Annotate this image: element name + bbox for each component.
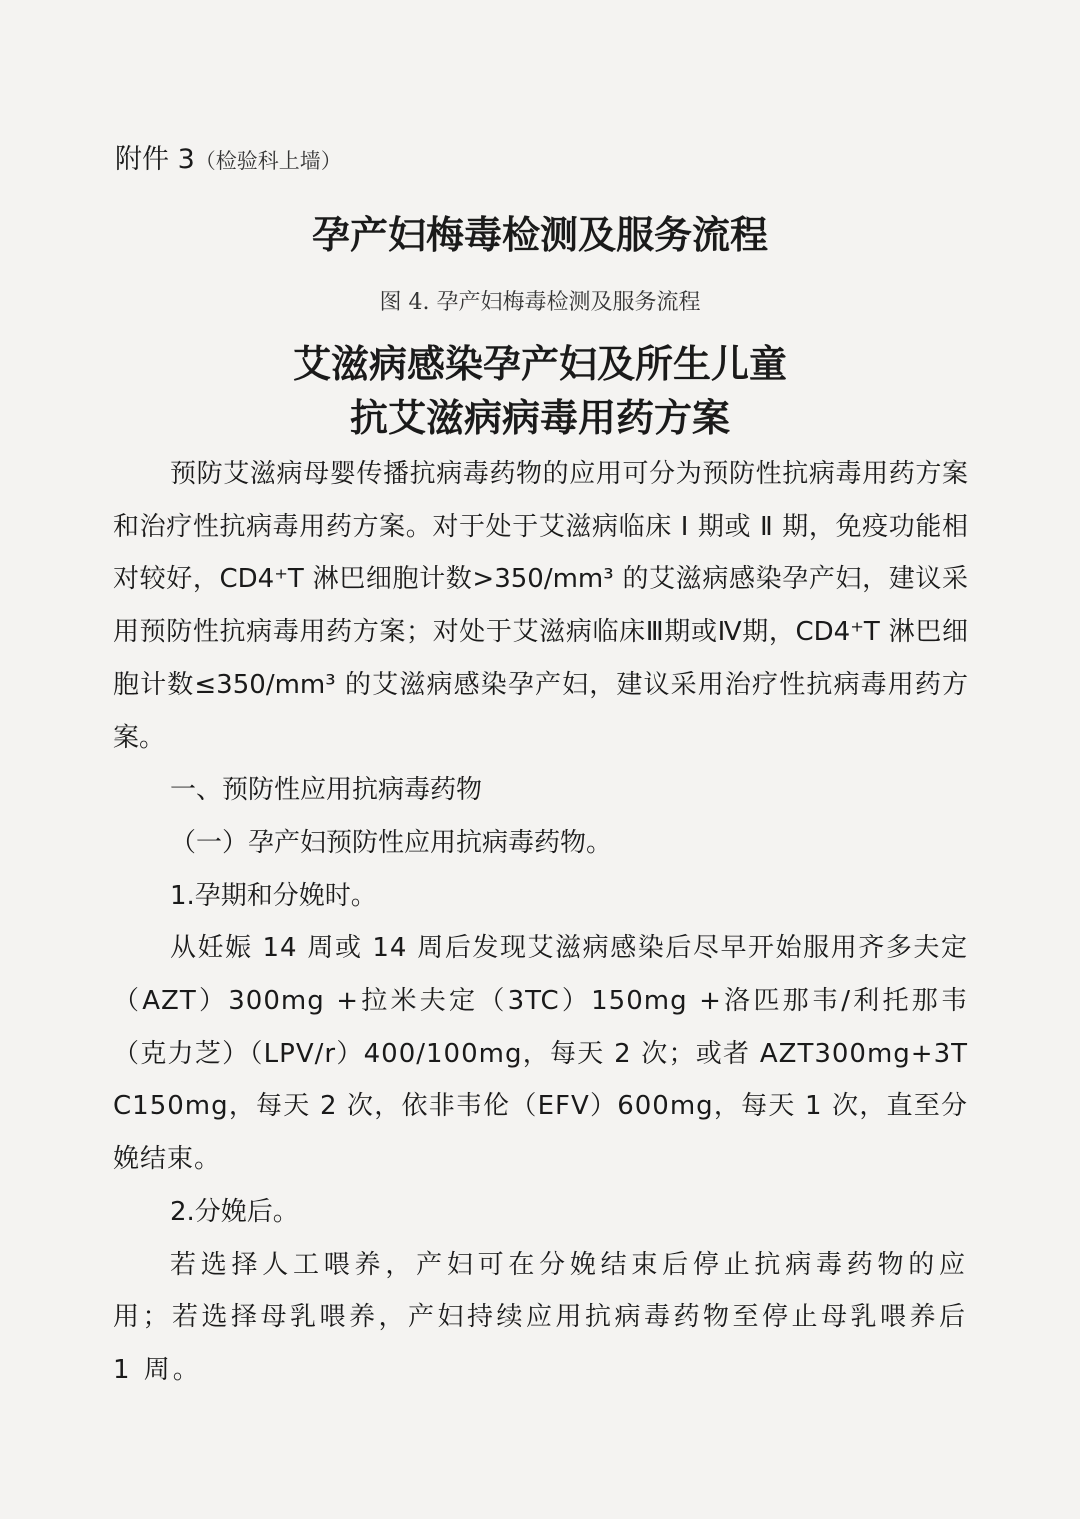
intro-paragraph: 预防艾滋病母婴传播抗病毒药物的应用可分为预防性抗病毒用药方案和治疗性抗病毒用药方案。对于处于艾滋病临床 Ⅰ 期或 Ⅱ 期，免疫功能相对较好，CD4⁺T 淋巴细胞计数>350/mm³ 的艾滋病感染孕产妇，建议采用预防性抗病毒用药方案；对处于艾滋病临床Ⅲ期或Ⅳ期，CD4⁺T 淋巴细胞计数≤350/mm³ 的艾滋病感染孕产妇，建议采用治疗性抗病毒用药方案。 [113,459,968,753]
document-title: 孕产妇梅毒检测及服务流程 [311,212,768,257]
item-after-delivery: 2.分娩后。 [170,1196,299,1227]
section-title-line-1: 艾滋病感染孕产妇及所生儿童 [292,341,787,386]
attachment-label: 附件 3 [115,144,195,175]
subheading-maternal-preventive: （一）孕产妇预防性应用抗病毒药物。 [170,827,613,858]
regimen-paragraph: 从妊娠 14 周或 14 周后发现艾滋病感染后尽早开始服用齐多夫定（AZT）300mg +拉米夫定（3TC）150mg +洛匹那韦/利托那韦（克力芝）（LPV/r）400/100mg，每天 2 次；或者 AZT300mg+3TC150mg，每天 2 次，依非韦伦（EFV）600mg，每天 1 次，直至分娩结束。 [113,933,968,1175]
item-pregnancy-and-delivery: 1.孕期和分娩时。 [170,880,377,911]
heading-preventive-use: 一、预防性应用抗病毒药物 [170,775,483,806]
attachment-note: （检验科上墙） [194,149,342,173]
figure-caption: 图 4. 孕产妇梅毒检测及服务流程 [379,290,701,315]
document-body [113,448,968,1397]
section-title-line-2: 抗艾滋病病毒用药方案 [349,395,730,440]
feeding-paragraph: 若选择人工喂养，产妇可在分娩结束后停止抗病毒药物的应用；若选择母乳喂养，产妇持续应用抗病毒药物至停止母乳喂养后 1 周。 [113,1249,968,1385]
attachment-header [115,140,342,181]
